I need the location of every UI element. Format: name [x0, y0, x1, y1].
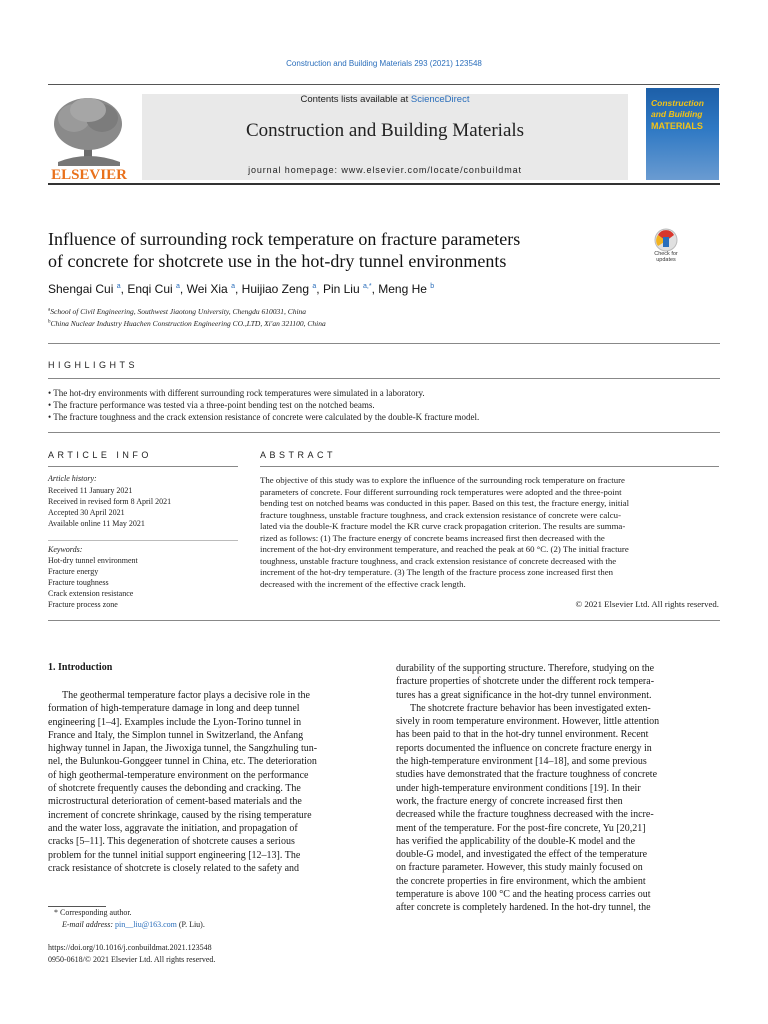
article-history-label: Article history: [48, 474, 97, 483]
body-line: tures has a great significance in the hot-dry tunnel environment. [396, 689, 652, 701]
cover-title-line2: and Building [651, 109, 703, 119]
section-rule [48, 466, 238, 467]
cover-title-line1: Construction [651, 98, 704, 108]
article-info-heading: ARTICLE INFO [48, 450, 152, 460]
body-line: formation of high-temperature damage in long and deep tunnel [48, 703, 300, 715]
section-heading-introduction: 1. Introduction [48, 662, 113, 673]
abstract-line: increment of the hot-dry environment temperature, and reached the peak at 60 °C. (2) The initial fracture [260, 544, 629, 554]
abstract-line: rized as follows: (1) The fracture energy of concrete beams increased first then decreased with the [260, 532, 605, 543]
body-line: on fracture parameter. However, this study mainly focused on [396, 862, 643, 874]
elsevier-tree-icon [48, 92, 130, 182]
affiliation-a: $^a$School of Civil Engineering, Southwest Jiaotong University, Chengdu 610031, China [48, 307, 307, 316]
masthead-bottom-rule [48, 183, 720, 185]
body-line: increment of concrete shrinkage, caused by the rising temperature [48, 809, 312, 821]
journal-cover-thumbnail[interactable] [646, 88, 719, 180]
cover-title-line3: MATERIALS [651, 121, 703, 131]
body-line: temperature is above 100 °C and the heating process carries out [396, 889, 651, 901]
highlights-heading: HIGHLIGHTS [48, 360, 139, 370]
body-line: engineering [1–4]. Examples include the Lyon-Torino tunnel in [48, 716, 302, 728]
author[interactable]: Wei Xia $^a$ [186, 282, 235, 296]
body-line: has been paid to that in the hot-dry tunnel environment. Recent [396, 729, 649, 741]
body-line: of shotcrete frequently causes the debonding and cracking. The [48, 783, 301, 795]
sciencedirect-link[interactable]: ScienceDirect [410, 94, 470, 105]
body-line: ment of the temperature. For the post-fire concrete, Yu [20,21] [396, 822, 646, 834]
keyword[interactable]: Fracture toughness [48, 578, 109, 587]
author[interactable]: Pin Liu $^{a,*}$ [322, 282, 372, 296]
body-line: studies have demonstrated that the fracture toughness of concrete [396, 769, 658, 781]
body-line: durability of the supporting structure. Therefore, studying on the [396, 663, 655, 674]
crossmark-icon [646, 228, 686, 252]
elsevier-wordmark: ELSEVIER [51, 167, 127, 182]
article-title-line1: Influence of surrounding rock temperature on fracture parameters [48, 229, 521, 249]
body-line: work, the fracture energy of concrete increased first then [396, 795, 623, 807]
article-title-line2: of concrete for shotcrete use in the hot-dry tunnel environments [48, 251, 507, 271]
body-line: France and Italy, the Simplon tunnel in Switzerland, the Anfang [48, 729, 304, 741]
highlight-item: • The fracture performance was tested via a three-point bending test on the notched beams. [48, 400, 375, 410]
masthead-top-rule [48, 84, 720, 85]
copyright-notice: © 2021 Elsevier Ltd. All rights reserved. [575, 599, 719, 609]
abstract-line: fracture toughness, unstable fracture toughness, and crack extension resistance of concrete were calcu- [260, 509, 621, 520]
contents-prefix: Contents lists available at [300, 94, 409, 105]
section-rule [48, 343, 720, 344]
keyword[interactable]: Hot-dry tunnel environment [48, 556, 138, 565]
abstract-text [260, 475, 719, 590]
journal-homepage [142, 165, 628, 175]
body-left-column [48, 689, 371, 875]
email-link[interactable]: pin__liu@163.com [115, 920, 177, 929]
author-list: Shengai Cui $^a$, Enqi Cui $^a$, Wei Xia $^a$, Huijiao Zeng $^a$, Pin Liu $^{a,*}$, Meng He $^b$ [48, 282, 435, 296]
doi-link[interactable]: https://doi.org/10.1016/j.conbuildmat.2021.123548 [48, 943, 212, 952]
keyword[interactable]: Crack extension resistance [48, 589, 134, 598]
body-line: of high geothermal-temperature environment on the performance [48, 769, 309, 781]
body-line: microstructural deterioration of cement-based materials and the [48, 796, 302, 808]
body-line: under high-temperature environment conditions [19]. In their [396, 782, 641, 794]
body-line: the concrete properties in fire environment, which the ambient [396, 875, 646, 887]
abstract-line: parameters of concrete. Four different surrounding rock temperatures were adopted and the three-point [260, 486, 622, 497]
abstract-heading: ABSTRACT [260, 450, 337, 460]
abstract-line: The objective of this study was to explore the influence of the surrounding rock temperature on fracture [260, 475, 625, 485]
body-line: highway tunnel in Japan, the Jiwoxiga tunnel, the Sangzhuling tun- [48, 743, 318, 755]
journal-title[interactable]: Construction and Building Materials [245, 120, 525, 141]
elsevier-logo[interactable] [48, 92, 130, 182]
check-for-updates-button[interactable] [646, 228, 686, 270]
issn-line: 0950-0618/© 2021 Elsevier Ltd. All rights reserved. [48, 955, 216, 964]
history-revised: Received in revised form 8 April 2021 [48, 497, 172, 506]
contents-line [142, 94, 628, 105]
section-rule [48, 540, 238, 541]
body-right-column [396, 662, 719, 915]
author[interactable]: Huijiao Zeng $^a$ [241, 282, 317, 296]
section-rule [48, 378, 720, 379]
body-line: cracks [5–11]. This degeneration of shotcrete causes a serious [48, 836, 295, 848]
keywords-label: Keywords: [48, 545, 83, 554]
abstract-line: increment of the hot-dry temperature. (3) The length of the fracture process zone increased first then [260, 567, 614, 577]
affiliation-b: $^b$China Nuclear Industry Huachen Construction Engineering CO.,LTD, Xi'an 321100, China [48, 319, 326, 328]
homepage-prefix: journal homepage: [248, 165, 342, 175]
author[interactable]: Shengai Cui $^a$ [48, 282, 121, 296]
author[interactable]: Meng He $^b$ [378, 282, 435, 296]
body-line: decreased while the fracture toughness decreased with the incre- [396, 809, 654, 821]
article-title [48, 228, 628, 272]
body-line: The shotcrete fracture behavior has been investigated exten- [410, 702, 651, 714]
homepage-url[interactable]: www.elsevier.com/locate/conbuildmat [341, 165, 522, 175]
highlight-item: • The hot-dry environments with different surrounding rock temperatures were simulated in a laboratory. [48, 388, 425, 398]
body-line: double-G model, and investigated the effect of the temperature [396, 849, 648, 861]
abstract-line: lated via the double-K fracture model the KR curve crack propagation criterion. The results are summa- [260, 521, 626, 531]
abstract-line: toughness, unstable fracture toughness, and crack extension resistance of concrete decreased with the [260, 555, 617, 566]
keyword[interactable]: Fracture energy [48, 567, 99, 576]
running-header[interactable]: Construction and Building Materials 293 (2021) 123548 [286, 59, 482, 68]
body-line: problem for the tunnel initial support engineering [12–13]. The [48, 849, 301, 861]
body-line: has verified the applicability of the double-K model and the [396, 835, 636, 847]
body-line: The geothermal temperature factor plays a decisive role in the [62, 690, 310, 701]
email-note: E-mail address: pin__liu@163.com (P. Liu). [62, 920, 205, 929]
check-for-updates-label: Check for updates [654, 251, 678, 263]
body-line: reports documented the influence on concrete fracture energy in [396, 742, 652, 754]
abstract-line: bending test on notched beams was conducted in this paper. Based on this test, the fracture energy, initial [260, 498, 630, 508]
history-accepted: Accepted 30 April 2021 [48, 508, 125, 517]
history-received: Received 11 January 2021 [48, 486, 133, 495]
author[interactable]: Enqi Cui $^a$ [127, 282, 180, 296]
body-line: the high-temperature environment [14–18], and some previous [396, 756, 647, 768]
keyword[interactable]: Fracture process zone [48, 600, 118, 609]
body-line: fracture properties of shotcrete under the different rock tempera- [396, 676, 655, 688]
body-line: nel, the Bulunkou-Gonggeer tunnel in China, etc. The deterioration [48, 756, 317, 768]
abstract-line: decreased with the increment of the effective crack length. [260, 578, 466, 589]
section-rule [260, 466, 719, 467]
body-line: after concrete is completely hardened. In the hot-dry tunnel, the [396, 902, 651, 914]
highlight-item: • The fracture toughness and the crack extension resistance of concrete were calculated by the double-K fracture model. [48, 412, 480, 422]
body-line: and the water loss, aggravate the initiation, and propagation of [48, 822, 298, 834]
footnote-rule [48, 906, 106, 907]
section-rule [48, 432, 720, 433]
body-line: sively in room temperature environment. However, little attention [396, 716, 660, 728]
section-rule [48, 620, 720, 621]
corresponding-author-note: * Corresponding author. [54, 908, 132, 917]
body-line: crack resistance of shotcrete is closely related to the safety and [48, 862, 300, 874]
history-online: Available online 11 May 2021 [48, 519, 145, 528]
